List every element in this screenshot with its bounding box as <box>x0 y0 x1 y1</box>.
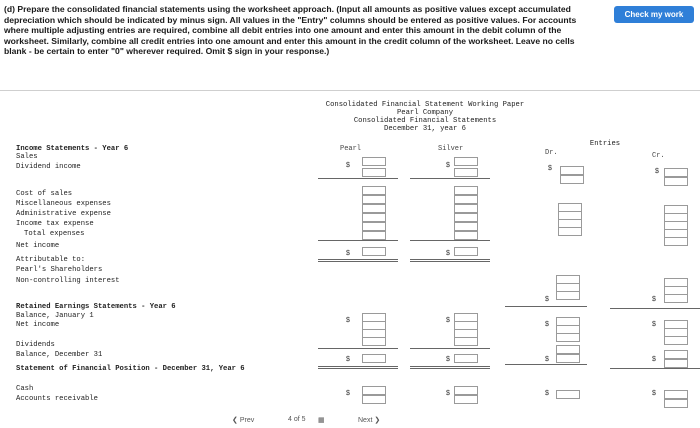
worksheet-input-cell[interactable] <box>362 247 386 256</box>
double-underline <box>410 259 490 262</box>
check-my-work-button[interactable]: Check my work <box>614 6 694 23</box>
sfp-header: Statement of Financial Position - December 31, Year 6 <box>16 365 245 373</box>
ar-label: Accounts receivable <box>16 395 98 403</box>
worksheet-input-cell[interactable] <box>556 333 580 342</box>
dollar-sign: $ <box>545 296 549 303</box>
dollar-sign: $ <box>652 356 656 363</box>
worksheet-input-cell[interactable] <box>362 213 386 222</box>
dollar-sign: $ <box>652 296 656 303</box>
worksheet-input-cell[interactable] <box>454 222 478 231</box>
worksheet-input-cell[interactable] <box>664 350 688 359</box>
next-label: Next <box>358 417 373 424</box>
worksheet-input-cell[interactable] <box>362 168 386 177</box>
worksheet-subtitle: Consolidated Financial Statements <box>353 117 497 125</box>
misc-expenses-label: Miscellaneous expenses <box>16 200 111 208</box>
dollar-sign: $ <box>545 356 549 363</box>
worksheet-input-cell[interactable] <box>362 231 386 240</box>
nci-label: Non-controlling interest <box>16 277 120 285</box>
dollar-sign: $ <box>545 390 549 397</box>
dollar-sign: $ <box>446 317 450 324</box>
underline <box>610 368 700 369</box>
underline <box>318 240 398 241</box>
dollar-sign: $ <box>346 317 350 324</box>
retained-earnings-header: Retained Earnings Statements - Year 6 <box>16 303 176 311</box>
double-underline <box>410 366 490 369</box>
worksheet-input-cell[interactable] <box>454 204 478 213</box>
instructions-text: (d) Prepare the consolidated financial statements using the worksheet approach. (Input all amounts as positive values except accumulated depreciation which should be indicated by minus sign. All values in the "Entry" columns should be entered as positive values. For accounts where multiple adjusting entries are required, combine all debit entries into one amount and enter this amount in the debit column of the worksheet. Similarly, combine all credit entries into one amount and enter this amount in the credit column of the worksheet. Leave no cells blank - be certain to enter "0" wherever required. Omit $ sign in your response.) <box>4 4 577 57</box>
worksheet-input-cell[interactable] <box>362 395 386 404</box>
entries-header: Entries <box>589 140 621 148</box>
double-underline <box>318 366 398 369</box>
worksheet-input-cell[interactable] <box>454 168 478 177</box>
worksheet-input-cell[interactable] <box>362 386 386 395</box>
worksheet-date: December 31, year 6 <box>384 125 466 133</box>
dollar-sign: $ <box>548 165 552 172</box>
worksheet-input-cell[interactable] <box>556 354 580 363</box>
worksheet-input-cell[interactable] <box>664 336 688 345</box>
dividend-income-label: Dividend income <box>16 163 81 171</box>
underline <box>318 348 398 349</box>
balance-dec-label: Balance, December 31 <box>16 351 103 359</box>
worksheet-input-cell[interactable] <box>664 294 688 303</box>
worksheet-input-cell[interactable] <box>558 227 582 236</box>
worksheet-input-cell[interactable] <box>560 175 584 184</box>
col-header-silver: Silver <box>438 145 464 153</box>
total-expenses-label: Total expenses <box>24 230 85 238</box>
income-statements-header: Income Statements - Year 6 <box>16 145 129 153</box>
worksheet-input-cell[interactable] <box>664 390 688 399</box>
underline <box>410 178 490 179</box>
dollar-sign: $ <box>652 321 656 328</box>
underline <box>410 348 490 349</box>
worksheet-title: Consolidated Financial Statement Working Paper <box>325 101 525 109</box>
worksheet-input-cell[interactable] <box>454 354 478 363</box>
worksheet-input-cell[interactable] <box>454 213 478 222</box>
dollar-sign: $ <box>346 162 350 169</box>
worksheet-input-cell[interactable] <box>362 222 386 231</box>
worksheet-input-cell[interactable] <box>454 186 478 195</box>
worksheet-input-cell[interactable] <box>362 195 386 204</box>
col-header-dr: Dr. <box>545 149 558 157</box>
worksheet-input-cell[interactable] <box>664 168 688 177</box>
dollar-sign: $ <box>652 390 656 397</box>
page-indicator: 4 of 5 <box>288 416 306 423</box>
next-button[interactable]: Next ❯ <box>358 417 381 424</box>
worksheet-input-cell[interactable] <box>454 386 478 395</box>
grid-icon[interactable]: ▦ <box>318 417 325 424</box>
worksheet-input-cell[interactable] <box>664 237 688 246</box>
dollar-sign: $ <box>446 390 450 397</box>
underline <box>610 308 700 309</box>
worksheet-input-cell[interactable] <box>362 204 386 213</box>
worksheet-input-cell[interactable] <box>362 337 386 346</box>
col-header-pearl: Pearl <box>340 145 362 153</box>
worksheet-input-cell[interactable] <box>560 166 584 175</box>
dollar-sign: $ <box>346 390 350 397</box>
divider <box>0 90 700 91</box>
col-header-cr: Cr. <box>652 152 665 160</box>
cost-of-sales-label: Cost of sales <box>16 190 73 198</box>
worksheet-input-cell[interactable] <box>664 399 688 408</box>
worksheet-input-cell[interactable] <box>454 247 478 256</box>
worksheet-input-cell[interactable] <box>454 195 478 204</box>
worksheet-input-cell[interactable] <box>454 231 478 240</box>
worksheet-input-cell[interactable] <box>454 337 478 346</box>
worksheet-input-cell[interactable] <box>664 177 688 186</box>
income-tax-label: Income tax expense <box>16 220 94 228</box>
dollar-sign: $ <box>346 250 350 257</box>
double-underline <box>318 259 398 262</box>
sales-label: Sales <box>16 153 38 161</box>
prev-button[interactable]: ❮ Prev <box>232 417 255 424</box>
dollar-sign: $ <box>346 356 350 363</box>
dollar-sign: $ <box>545 321 549 328</box>
worksheet-input-cell[interactable] <box>664 359 688 368</box>
net-income-label: Net income <box>16 242 60 250</box>
attributable-label: Attributable to: <box>16 256 86 264</box>
underline <box>505 306 587 307</box>
admin-expense-label: Administrative expense <box>16 210 111 218</box>
worksheet-input-cell[interactable] <box>362 157 386 166</box>
underline <box>410 240 490 241</box>
dollar-sign: $ <box>446 250 450 257</box>
dollar-sign: $ <box>655 168 659 175</box>
worksheet-input-cell[interactable] <box>556 390 580 399</box>
worksheet-company: Pearl Company <box>396 109 454 117</box>
pearl-shareholders-label: Pearl's Shareholders <box>16 266 103 274</box>
worksheet-input-cell[interactable] <box>556 291 580 300</box>
dollar-sign: $ <box>446 356 450 363</box>
worksheet-input-cell[interactable] <box>454 157 478 166</box>
worksheet-input-cell[interactable] <box>362 186 386 195</box>
worksheet-input-cell[interactable] <box>556 345 580 354</box>
worksheet-input-cell[interactable] <box>362 354 386 363</box>
cash-label: Cash <box>16 385 34 393</box>
dividends-label: Dividends <box>16 341 55 349</box>
balance-jan-label: Balance, January 1 <box>16 312 94 320</box>
net-income-re-label: Net income <box>16 321 60 329</box>
prev-label: Prev <box>239 417 255 424</box>
underline <box>505 364 587 365</box>
underline <box>318 178 398 179</box>
worksheet-input-cell[interactable] <box>454 395 478 404</box>
dollar-sign: $ <box>446 162 450 169</box>
